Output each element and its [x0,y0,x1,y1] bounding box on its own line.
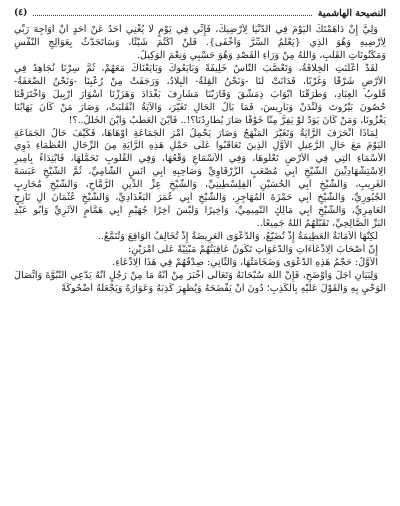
page-number: (٤) [14,8,28,18]
text-line: الْجُبُورِيِّ، وَالشَّيْخِ أَبِي حَمْزَةَ الْمُهَاجِرِ، وَالشَّيْخِ أَبِي عُمَرَ الْبَغْدَادِيِّ، وَالشَّيْخِ عُثْمَانَ آلِ نَازِحٍ [14,192,386,204]
paragraph [14,128,386,232]
text-line: الِاسْتِشْهَادِيِّينَ الشَّيْخِ أَبِي مُصْعَبٍ الزَّرْقَاوِيِّ وَصَاحِبِهِ أَبِي أَنَسٍ الشَّامِيِّ، ثُمَّ الشَّيْخِ عَبَسَةَ [14,166,386,178]
paragraph [14,244,386,257]
text-line: الْبَرِّ الصَّالِحِيِّ، تَقَبَّلَهُمُ اللهُ جَمِيعًا.. [256,218,386,230]
paragraph [14,63,386,128]
text-line: وَلِبَيَانِ أَجَلِّ وَأَوْضَحِ، فَإِنَّ اللهَ سُبْحَانَهُ وَتَعَالَى أَخْبَرَ مِنْ أَنَّهُ مَا مِنْ رَجُلٍ أَنَّهُ يَدَّعِي النُّبُوَّةَ وَاتِّصَالَ [14,269,378,281]
text-line: لَقَدْ أَعْلَنَتِ الْخِلَافَةُ، وَتَعْصَّبَ النَّاسُ خَلِيفَةً وَبَايَعُوكَ وَبَايَعْنَاكَ مَعَهُمْ، ثُمَّ سِرْنَا نُجَاهِدُ فِي [14,62,378,74]
page-header [14,6,386,20]
text-line: حُصُونَ بَيْرُوتَ وَلَنْدَنْ وَبَارِيسَ، فَمَا بَالُ الْحَالِ تَغَيَّرَ، وَالْآيَةُ انْقَلَبَتْ، وَصَارَ مَنْ كَانَ يَهَابُنَا [14,101,386,113]
text-line: الْيَوْمَ مَعَ حَالِ الرَّعِيلِ الْأَوَّلِ الَّذِينَ تَعَاقَبُوا عَلَى حَمْلِ هَذِهِ الرَّايَةِ مِنَ الرِّجَالِ الْعُظَمَاءِ ذَوِي [14,140,386,152]
text-line: الْغَرِيبِ، وَالشَّيْخِ أَبِي الْحُسَيْنِ الْفِلِسْطِينِيِّ، وَالشَّيْخِ عِزِّ الدِّينِ الرَّمَّاحِ، وَالشَّيْخِ مُحَارِبٍ [14,179,386,191]
paragraph [14,231,386,244]
body-text [14,24,386,296]
text-line: لَكِنَّهَا الْأَمَانَةُ الْعَظِيمَةُ إِذْ تُضَيَّعُ، وَالدَّعْوَى الْعَرِيضَةُ إِذْ تُخَالِفُ الْوَاقِعَ وَتُنَمَّعُ.. [97,231,378,242]
paragraph [14,257,386,270]
text-line: لِمَاذَا انْحَرَفَ الرَّايَةُ وَتَغَيَّرَ الْمَنْهَجُ وَصَارَ يَحْمِلُ أَمْرَ الْجَمَاعَةِ أَوْهَاهَا، فَكَيْفَ حَالُ الْجَمَاعَةِ [14,127,378,139]
text-line: الْأَرْضِ شَرْقًا وَغَرْبًا، فَدَانَتْ لَنَا -وَنَحْنُ الْقِلَّةُ- الْبِلَادُ، وَرَجَفَتْ مِنْ رُعْبِنَا -وَنَحْنُ الضَّعَفَةُ- [14,75,386,87]
text-line: وَلِيَّ إِنْ دَاهَمْتَكَ الْيَوْمَ فِي الدُّنْيَا لِأُرْضِيكَ، فَإِنِّي فِي يَوْمٍ لَا يُغْنِي أَحَدٌ عَنْ أَحَدٍ أَنْ أُوَاجِهَ رَبِّي [14,24,378,35]
text-line: إِنَّ أَصْحَابَ الِادِّعَاءَاتِ وَالدَّعَوَاتِ تَكُونُ عَاقِبَتُهُمْ مَبْنِيَّةً عَلَى أَمْرَيْنِ: [128,243,378,255]
text-line: قُلُوبُ الْعِبَادِ، وَطَرَقْنَا أَبْوَابَ دِمَشْقَ وَقَارَبْنَا مَشَارِفَ بَغْدَادَ وَهَزَزْنَا أَسْوَارَ أَرْبِيلَ وَاخْتَرَقْنَا [14,88,386,100]
header-dotted-rule [33,15,311,16]
paragraph [14,24,386,63]
running-title: النصيحة الهاشمية [317,7,386,19]
text-line: الْوَحْيِ بِهِ وَالْقَوْلَ عَلَيْهِ بِالْكَذِبِ؛ دُونَ أَنْ يَفْضَحَهُ وَيُظْهِرَ كَذِبَهُ وَعَوَارَهُ وَيَجْعَلَهُ أُضْحُوكَةً [61,282,386,294]
text-line: يَغْزُونَا، وَمَنْ كَانَ يَوَدُّ لَوْ يَفِرُّ مِنَّا خَوْفًا صَارَ يُطَارِدُنَا؟!.. فَأَيْنَ الْعَطَبُ وَأَيْنَ الْخَلَلُ..؟! [68,114,386,126]
text-line: الْأَوَّلُ: حَجْمُ هَذِهِ الدَّعْوَى وَضَخَامَتُهَا، وَالثَّانِي: صِدْقُهُمْ فِي هَذَا الِادِّعَاءِ. [112,256,378,268]
paragraph [14,270,386,296]
text-line: لِأُرْضِيهِ وَهُوَ الَّذِي {يَعْلَمُ السِّرَّ وَأَخْفَى}. فَلَنْ أَكْتُمَ شَيْئًا، وَسَأَتَحَدَّثُ بِعَوَالِجِ النَّفْسِ [14,36,386,48]
text-line: وَمَكْنُونَاتِ الْقَلْبِ، وَاللهُ مِنْ وَرَاءِ الْقَصْدِ وَهُوَ حَسْبِي وَنِعْمَ الْوَكِيلُ. [136,49,386,61]
text-line: الْأَسْمَاءِ الَّتِي فِي الْأَرْضِ تَعْلُوهَا، وَفِي الْأَسْمَاعِ وَقْعُهَا، وَفِي الْقُلُوبِ تَحَمُّلُهَا، فَابْتِدَاءً بِأَمِيرِ [14,153,386,165]
text-line: الْعَامِرِيِّ، وَالشَّيْخِ أَبِي مَالِكٍ التَّمِيمِيِّ، وَأَخِيرًا وَلَيْسَ آخِرًا جُهَيْمِ أَبِي هَمَّامٍ الْأَثَرِيِّ وَأَبُو عَبْدِ [14,205,386,217]
